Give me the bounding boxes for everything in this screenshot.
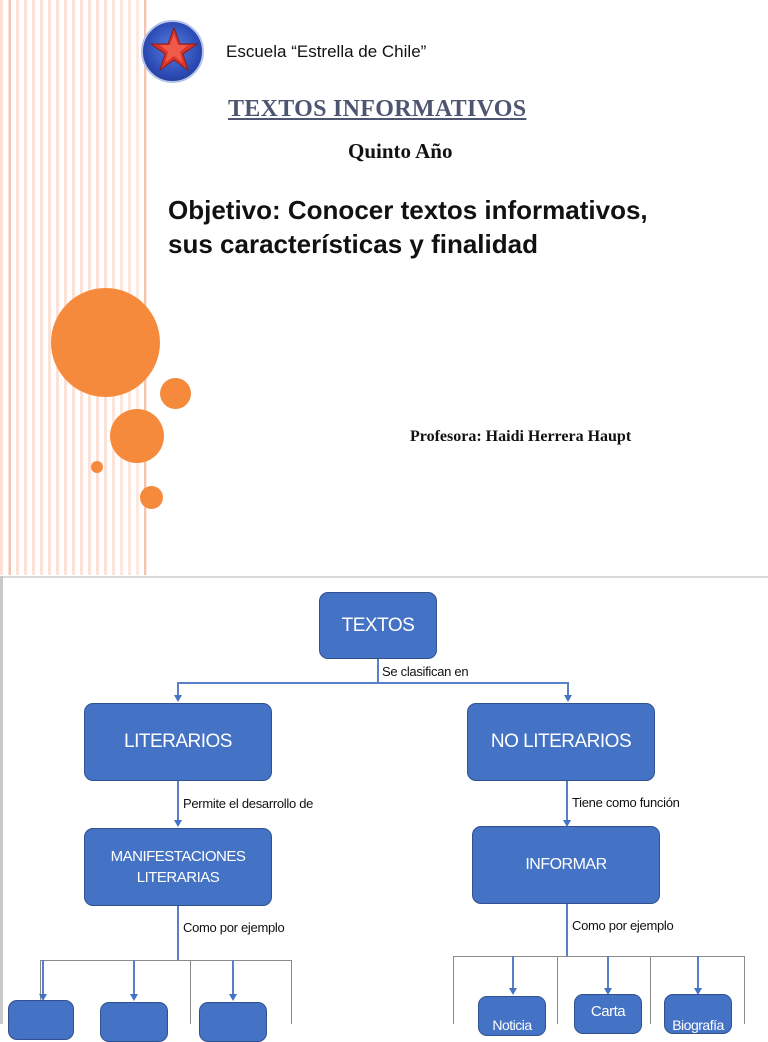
connector-label: Se clasifican en (382, 664, 469, 679)
arrow-icon (174, 695, 182, 702)
connector (557, 956, 558, 1024)
slide-divider (0, 576, 768, 578)
node-manifestaciones: MANIFESTACIONES LITERARIAS (84, 828, 272, 906)
connector (40, 960, 292, 961)
grade-label: Quinto Año (348, 139, 453, 163)
arrow-icon (130, 994, 138, 1001)
star-icon (143, 22, 202, 81)
slide-border (0, 576, 3, 1024)
connector-label: Permite el desarrollo de (183, 796, 314, 811)
objective-line: sus características y finalidad (168, 229, 538, 259)
connector (744, 956, 745, 1024)
arrow-icon (509, 988, 517, 995)
arrow-icon (174, 820, 182, 827)
connector (697, 956, 699, 990)
connector-label: Tiene como función (572, 795, 680, 810)
decorative-circle (160, 378, 191, 409)
connector (566, 904, 568, 956)
connector (453, 956, 454, 1024)
connector (453, 956, 745, 957)
example-biografia: Biografía (664, 994, 732, 1034)
connector (133, 960, 135, 996)
diagram-slide (0, 576, 768, 1033)
school-name: Escuela “Estrella de Chile” (226, 42, 427, 61)
connector (291, 960, 292, 1024)
connector (177, 682, 179, 696)
connector (607, 956, 609, 990)
connector (177, 682, 569, 684)
objective-text (168, 193, 758, 261)
connector (650, 956, 651, 1024)
example-box (100, 1002, 168, 1042)
page-title: TEXTOS INFORMATIVOS (228, 96, 527, 122)
connector (177, 906, 179, 960)
node-textos: TEXTOS (319, 592, 437, 659)
school-logo (141, 20, 204, 83)
connector (232, 960, 234, 996)
connector (377, 659, 379, 683)
node-no-literarios: NO LITERARIOS (467, 703, 655, 781)
example-box (8, 1000, 74, 1040)
connector-label: Como por ejemplo (183, 920, 285, 935)
decorative-circle (140, 486, 163, 509)
decorative-line (9, 0, 11, 575)
example-carta: Carta (574, 994, 642, 1034)
arrow-icon (564, 695, 572, 702)
node-informar: INFORMAR (472, 826, 660, 904)
objective-line: Objetivo: Conocer textos informativos, (168, 195, 648, 225)
arrow-icon (229, 994, 237, 1001)
decorative-circle (51, 288, 160, 397)
connector (177, 781, 179, 821)
connector-label: Como por ejemplo (572, 918, 674, 933)
decorative-circle (110, 409, 164, 463)
decorative-circle (91, 461, 103, 473)
connector (512, 956, 514, 990)
node-literarios: LITERARIOS (84, 703, 272, 781)
connector (190, 960, 191, 1024)
teacher-name: Profesora: Haidi Herrera Haupt (410, 428, 632, 445)
connector (566, 781, 568, 821)
example-noticia: Noticia (478, 996, 546, 1036)
example-box (199, 1002, 267, 1042)
connector (567, 682, 569, 696)
connector (42, 960, 44, 996)
